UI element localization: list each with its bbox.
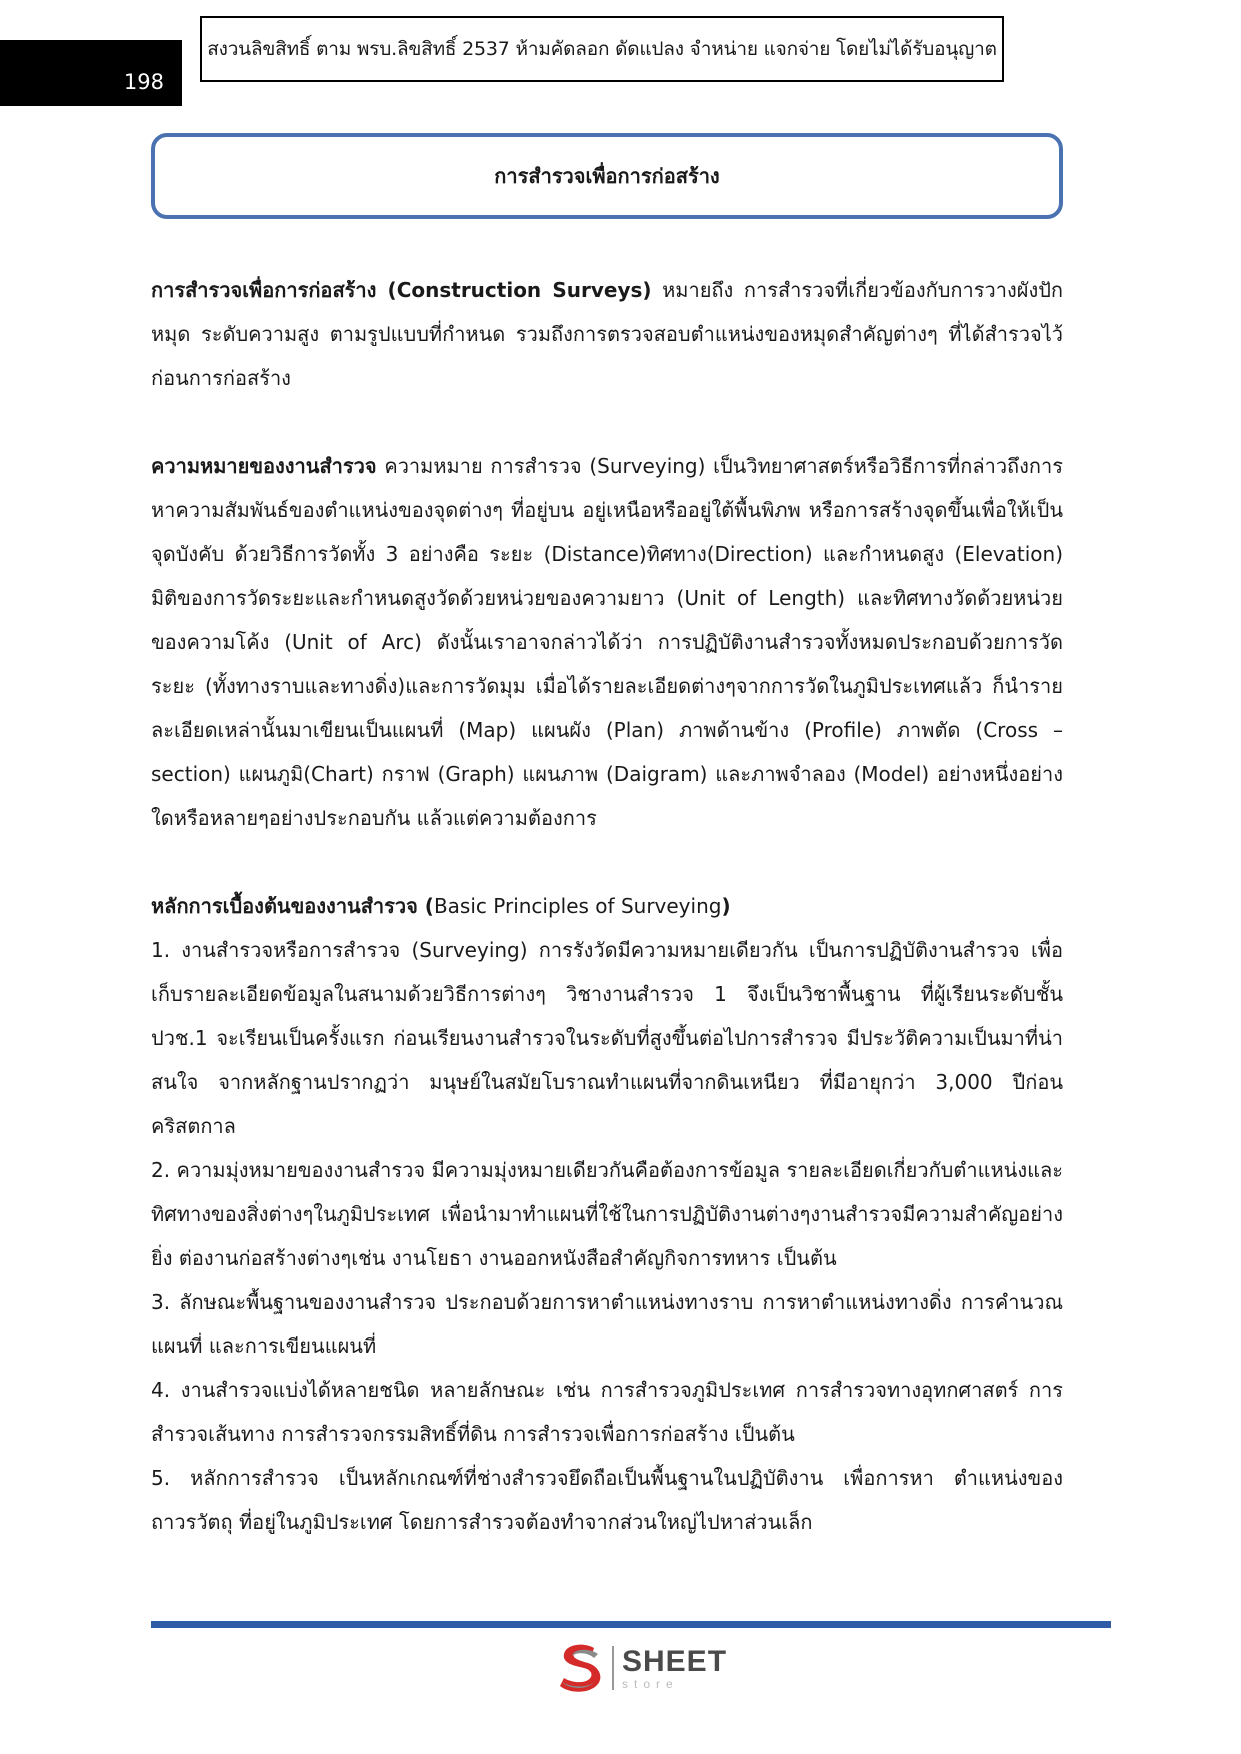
list-item: 3. ลักษณะพื้นฐานของงานสำรวจ ประกอบด้วยการหาตำแหน่งทางราบ การหาตำแหน่งทางดิ่ง การคำนวณแผนที่ และการเขียนแผนที่ [151,1290,1063,1358]
paragraph-surveying-meaning: ความหมายของงานสำรวจ ความหมาย การสำรวจ (Surveying) เป็นวิทยาศาสตร์หรือวิธีการที่กล่าวถึงการหาความสัมพันธ์ของตำแหน่งของจุดต่างๆ ที่อยู่บน อยู่เหนือหรืออยู่ใต้พื้นพิภพ หรือการสร้างจุดขึ้นเพื่อให้เป็นจุดบังคับ ด้วยวิธีการวัดทั้ง 3 อย่างคือ ระยะ (Distance)ทิศทาง(Direction) และกำหนดสูง (Elevation) มิติของการวัดระยะและกำหนดสูงวัดด้วยหน่วยของความยาว (Unit of Length) และทิศทางวัดด้วยหน่วยของความโค้ง (Unit of Arc) ดังนั้นเราอาจกล่าวได้ว่า การปฏิบัติงานสำรวจทั้งหมดประกอบด้วยการวัดระยะ (ทั้งทางราบและทางดิ่ง)และการวัดมุม เมื่อได้รายละเอียดต่างๆจากการวัดในภูมิประเทศแล้ว ก็นำรายละเอียดเหล่านั้นมาเขียนเป็นแผนที่ (Map) แผนผัง (Plan) ภาพด้านข้าง (Profile) ภาพตัด (Cross – section) แผนภูมิ(Chart) กราฟ (Graph) แผนภาพ (Daigram) และภาพจำลอง (Model) อย่างหนึ่งอย่างใดหรือหลายๆอย่างประกอบกัน แล้วแต่ความต้องการ [151,454,1063,830]
term-construction-surveys: การสำรวจเพื่อการก่อสร้าง (Construction Surveys) [151,278,652,302]
page-title: การสำรวจเพื่อการก่อสร้าง [151,133,1063,219]
logo-text [622,1644,728,1691]
list-item: 2. ความมุ่งหมายของงานสำรวจ มีความมุ่งหมายเดียวกันคือต้องการข้อมูล รายละเอียดเกี่ยวกับตำแหน่งและทิศทางของสิ่งต่างๆในภูมิประเทศ เพื่อนำมาทำแผนที่ใช้ในการปฏิบัติงานต่างๆงานสำรวจมีความสำคัญอย่างยิ่ง ต่องานก่อสร้างต่างๆเช่น งานโยธา งานออกหนังสือสำคัญกิจการทหาร เป็นต้น [151,1158,1063,1270]
page-number: 198 [0,40,182,106]
footer-divider [151,1621,1111,1628]
term-surveying-meaning: ความหมายของงานสำรวจ [151,454,377,478]
list-item: 4. งานสำรวจแบ่งได้หลายชนิด หลายลักษณะ เช่น การสำรวจภูมิประเทศ การสำรวจทางอุทกศาสตร์ การสำรวจเส้นทาง การสำรวจกรรมสิทธิ์ที่ดิน การสำรวจเพื่อการก่อสร้าง เป็นต้น [151,1378,1063,1446]
heading-basic-principles: หลักการเบื้องต้นของงานสำรวจ (Basic Principles of Surveying) [151,894,731,918]
sheet-store-logo-icon [554,1640,606,1696]
list-item: 1. งานสำรวจหรือการสำรวจ (Surveying) การรังวัดมีความหมายเดียวกัน เป็นการปฏิบัติงานสำรวจ เพื่อเก็บรายละเอียดข้อมูลในสนามด้วยวิธีการต่างๆ วิชางานสำรวจ 1 จึงเป็นวิชาพื้นฐาน ที่ผู้เรียนระดับชั้น ปวช.1 จะเรียนเป็นครั้งแรก ก่อนเรียนงานสำรวจในระดับที่สูงขึ้นต่อไปการสำรวจ มีประวัติความเป็นมาที่น่าสนใจ จากหลักฐานปรากฏว่า มนุษย์ในสมัยโบราณทำแผนที่จากดินเหนียว ที่มีอายุกว่า 3,000 ปีก่อนคริสตกาล [151,938,1063,1138]
logo-separator [612,1646,614,1690]
paragraph-construction-surveys: การสำรวจเพื่อการก่อสร้าง (Construction Surveys) หมายถึง การสำรวจที่เกี่ยวข้องกับการวางผังปักหมุด ระดับความสูง ตามรูปแบบที่กำหนด รวมถึงการตรวจสอบตำแหน่งของหมุดสำคัญต่างๆ ที่ได้สำรวจไว้ก่อนการก่อสร้าง [151,278,1064,390]
list-item: 5. หลักการสำรวจ เป็นหลักเกณฑ์ที่ช่างสำรวจยึดถือเป็นพื้นฐานในปฏิบัติงาน เพื่อการหา ตำแหน่งของถาวรวัตถุ ที่อยู่ในภูมิประเทศ โดยการสำรวจต้องทำจากส่วนใหญ่ไปหาส่วนเล็ก [151,1466,1063,1534]
copyright-notice: สงวนลิขสิทธิ์ ตาม พรบ.ลิขสิทธิ์ 2537 ห้ามคัดลอก ดัดแปลง จำหน่าย แจกจ่าย โดยไม่ได้รับอนุญาต [200,16,1004,82]
logo-sub-text: store [622,1676,679,1691]
document-body [151,268,1063,1544]
logo-main-text: SHEET [622,1644,728,1678]
sheet-store-logo [554,1640,727,1696]
